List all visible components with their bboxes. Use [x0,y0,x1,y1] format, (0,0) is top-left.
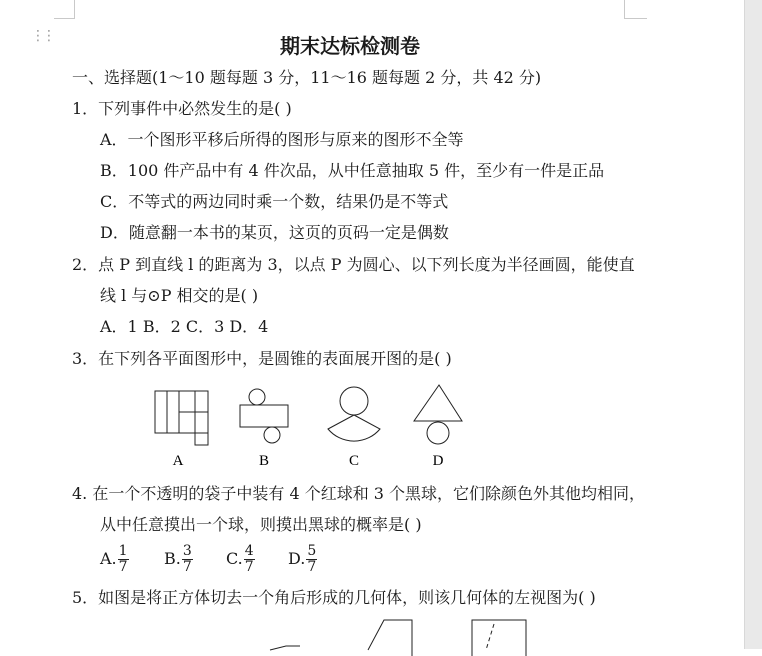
figure-c-cone-net [328,387,380,441]
page-title: 期末达标检测卷 [280,34,420,58]
question-4-line-2: 从中任意摸出一个球，则摸出黑球的概率是( ) [100,515,422,534]
question-1-option-a: A．一个图形平移后所得的图形与原来的图形不全等 [100,130,464,149]
question-4-choice-a: A. $\frac{1}{7}$ [100,543,128,575]
question-2-line-2: 线 l 与⊙P 相交的是( ) [100,286,259,305]
question-2-line-1: 2．点 P 到直线 l 的距离为 3，以点 P 为圆心、以下列长度为半径画圆，能使直 [72,255,635,274]
question-1-option-c: C．不等式的两边同时乘一个数，结果仍是不等式 [100,192,449,211]
window-gutter [744,0,762,649]
section-heading: 一、选择题(1～10 题每题 3 分，11～16 题每题 2 分，共 42 分) [72,68,542,87]
question-4-choice-c: C. $\frac{4}{7}$ [226,543,254,575]
drag-handle-icon[interactable]: ⋮⋮ [31,28,53,44]
figure-b-net [240,389,288,443]
question-5-figures [250,616,550,656]
question-4-line-1: 4. 在一个不透明的袋子中装有 4 个红球和 3 个黑球，它们除颜色外其他均相同， [72,484,646,503]
question-5-stem: 5．如图是将正方体切去一个角后形成的几何体，则该几何体的左视图为( ) [72,588,596,607]
question-3-stem: 3．在下列各平面图形中，是圆锥的表面展开图的是( ) [72,349,452,368]
figure-label-c: C [348,453,360,469]
question-1-option-d: D．随意翻一本书的某页，这页的页码一定是偶数 [100,223,449,242]
page-corner-mark-left [54,0,75,19]
figure-label-d: D [432,453,444,469]
figure-a-prism-net [155,391,208,445]
page-corner-mark-right [624,0,647,19]
question-2-options: A．1 B．2 C．3 D．4 [100,317,269,336]
question-1-option-b: B．100 件产品中有 4 件次品，从中任意抽取 5 件，至少有一件是正品 [100,161,605,180]
question-4-choice-d: D. $\frac{5}{7}$ [288,543,317,575]
figure-d-net [414,385,462,444]
figure-label-b: B [258,453,270,469]
figure-label-a: A [172,453,184,469]
question-4-choice-b: B. $\frac{3}{7}$ [164,543,192,575]
question-1-stem: 1．下列事件中必然发生的是( ) [72,99,292,118]
question-3-figures [148,383,478,473]
